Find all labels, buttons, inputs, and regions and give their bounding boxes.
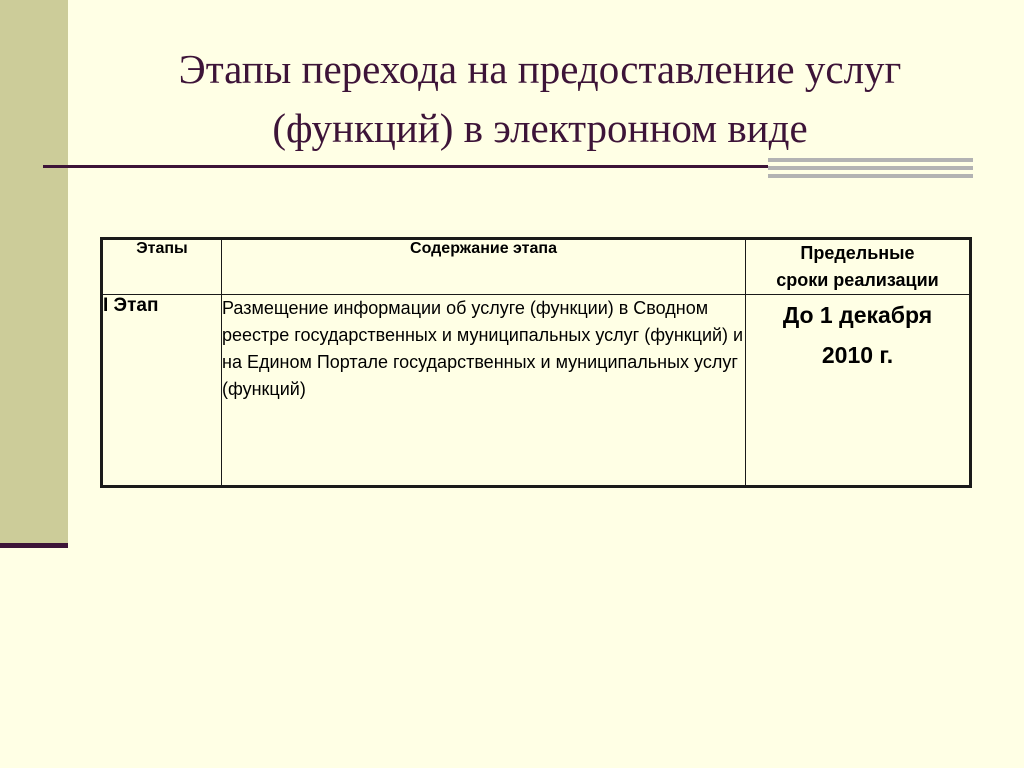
- stage-content-cell: Размещение информации об услуге (функции) в Сводном реестре государственных и муниципальных услуг (функций) и на Едином Портале государственных и муниципальных услуг (функций): [222, 295, 746, 487]
- table-row: [102, 295, 971, 487]
- title-line-2: (функций) в электронном виде: [272, 105, 808, 151]
- deadline-line-2: 2010 г.: [821, 342, 894, 368]
- table-header-row: [102, 239, 971, 295]
- deadline-line-1: До 1 декабря: [782, 302, 933, 328]
- side-accent-line: [0, 543, 68, 548]
- header-deadline-line-1: Предельные: [800, 243, 915, 263]
- stages-table: [100, 237, 972, 488]
- title-divider-accent: [768, 158, 973, 178]
- header-stages: Этапы: [102, 239, 222, 295]
- side-decoration-bar: [0, 0, 68, 545]
- title-line-1: Этапы перехода на предоставление услуг: [178, 46, 902, 92]
- header-deadline: [746, 239, 971, 295]
- stage-name-cell: I Этап: [102, 295, 222, 487]
- slide-title: [90, 40, 990, 158]
- header-content: Содержание этапа: [222, 239, 746, 295]
- stage-deadline-cell: [746, 295, 971, 487]
- header-deadline-line-2: сроки реализации: [776, 270, 939, 290]
